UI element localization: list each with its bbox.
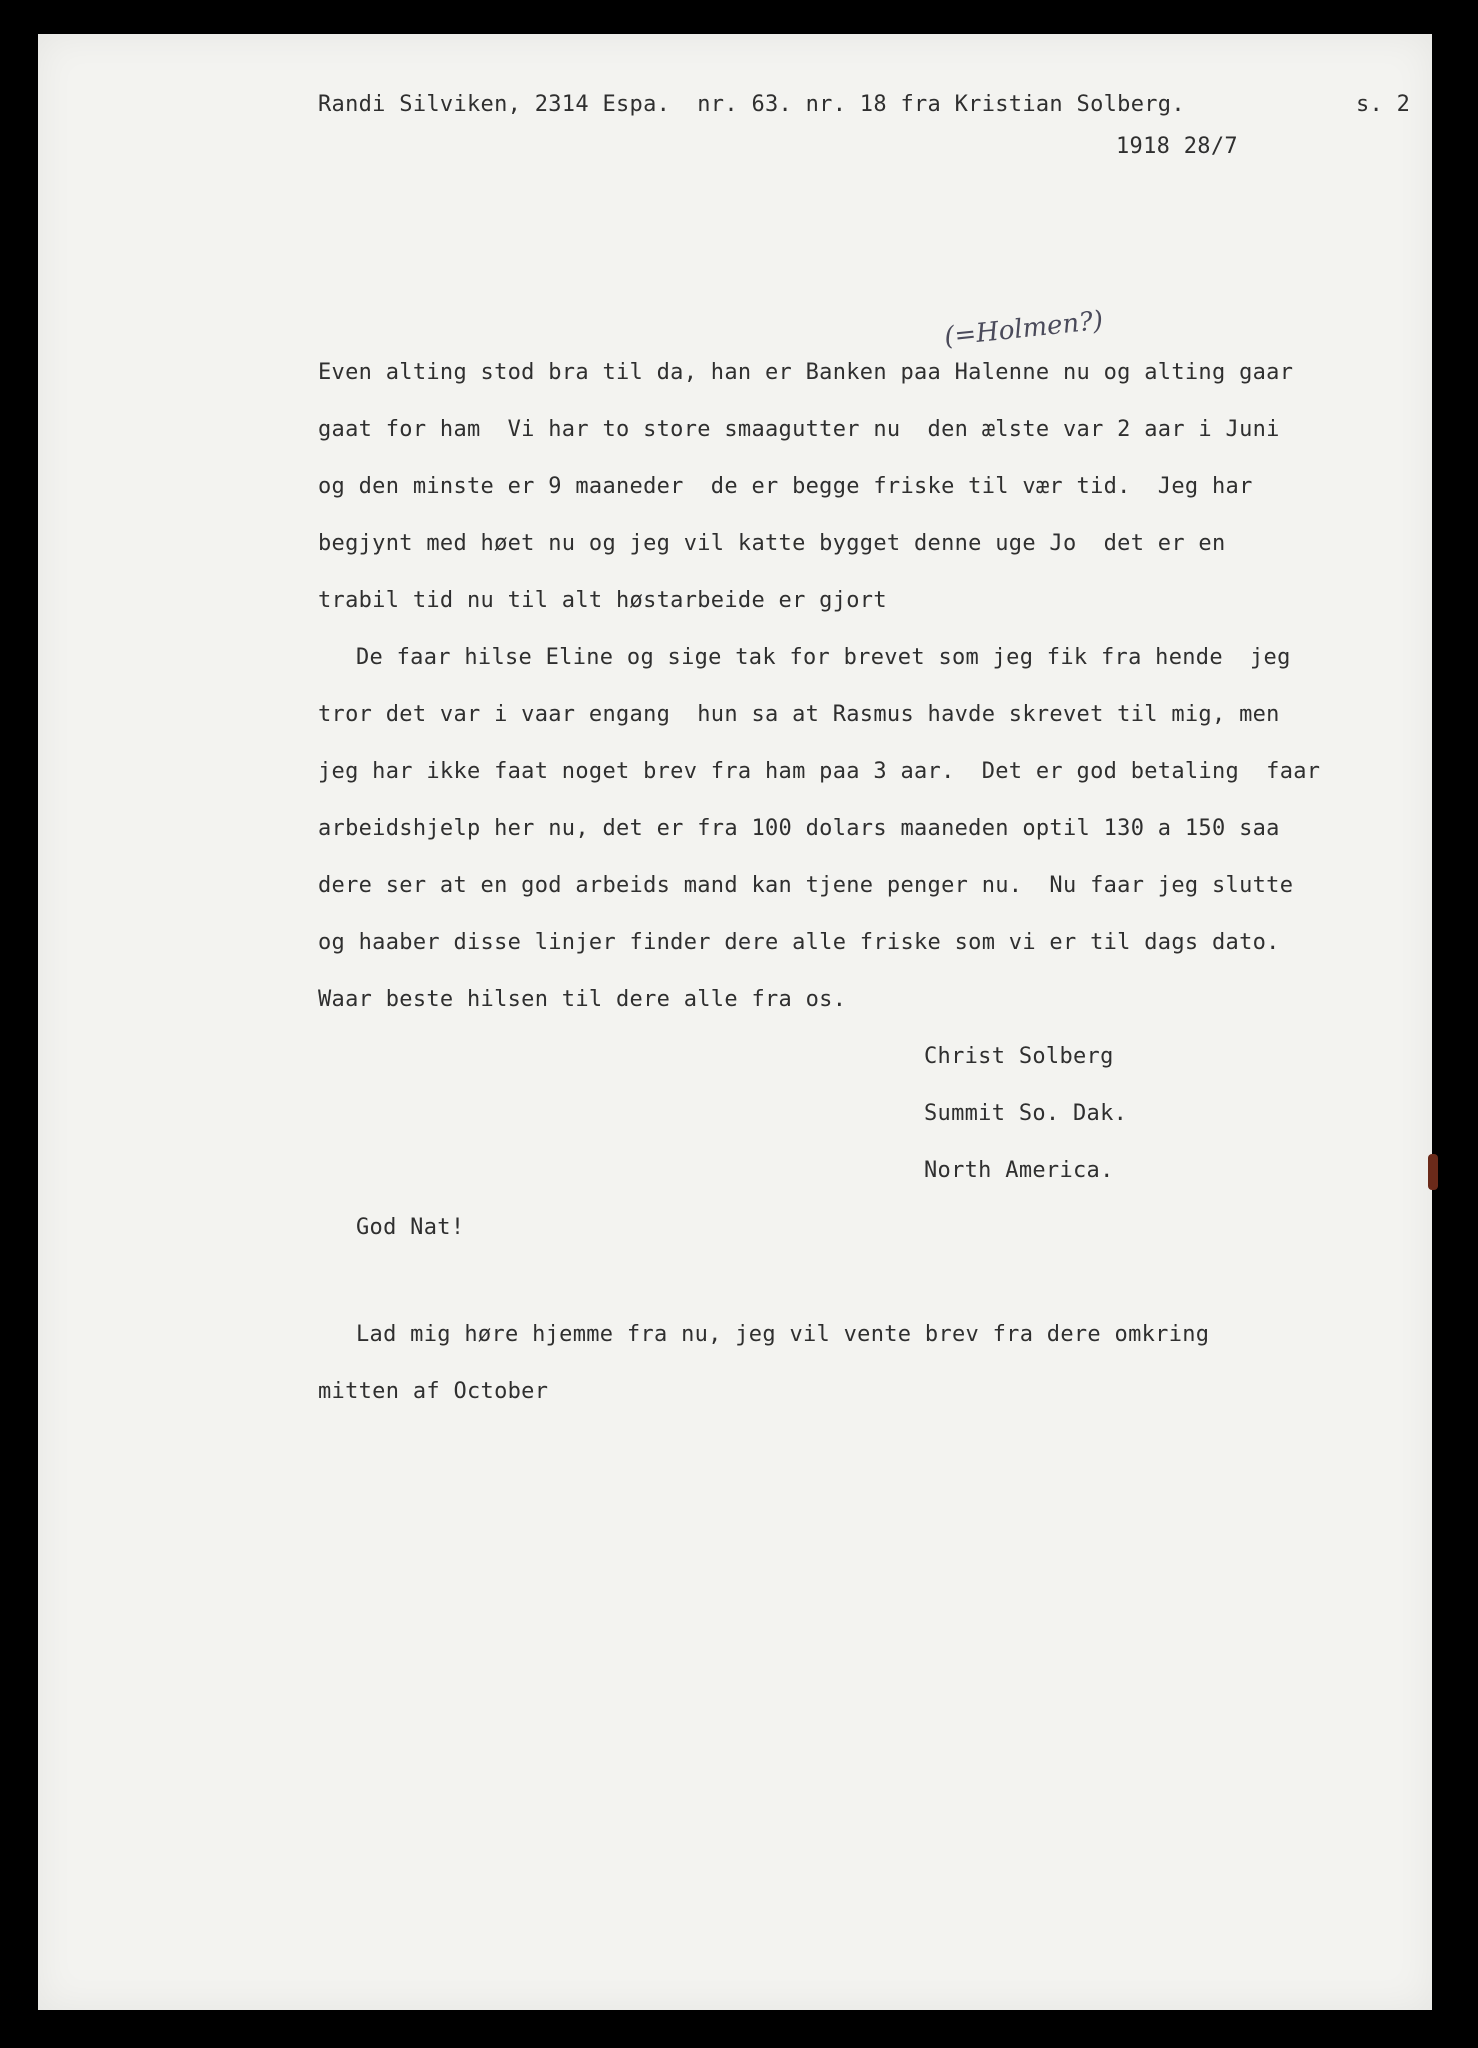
body-line: begjynt med høet nu og jeg vil katte bygget denne uge Jo det er en bbox=[318, 531, 1226, 556]
closing-greeting: God Nat! bbox=[356, 1215, 465, 1240]
body-line: tror det var i vaar engang hun sa at Rasmus havde skrevet til mig, men bbox=[318, 702, 1280, 727]
signature-name: Christ Solberg bbox=[924, 1044, 1114, 1069]
signature-town: Summit So. Dak. bbox=[924, 1101, 1128, 1126]
body-line: dere ser at en god arbeids mand kan tjene penger nu. Nu faar jeg slutte bbox=[318, 873, 1294, 898]
body-line: og haaber disse linjer finder dere alle friske som vi er til dags dato. bbox=[318, 930, 1280, 955]
header-reference: Randi Silviken, 2314 Espa. nr. 63. nr. 18 fra Kristian Solberg. bbox=[318, 92, 1185, 117]
edge-stain bbox=[1428, 1154, 1438, 1190]
handwritten-annotation: (=Holmen?) bbox=[942, 305, 1105, 353]
body-line: Waar beste hilsen til dere alle fra os. bbox=[318, 987, 847, 1012]
letter-page bbox=[38, 34, 1432, 2010]
body-line: jeg har ikke faat noget brev fra ham paa 3 aar. Det er god betaling faar bbox=[318, 759, 1321, 784]
letter-date: 1918 28/7 bbox=[1116, 134, 1238, 159]
body-line: arbeidshjelp her nu, det er fra 100 dolars maaneden optil 130 a 150 saa bbox=[318, 816, 1280, 841]
postscript-line: mitten af October bbox=[318, 1379, 549, 1404]
page-number: s. 2 bbox=[1356, 92, 1411, 117]
body-line: gaat for ham Vi har to store smaagutter nu den ælste var 2 aar i Juni bbox=[318, 417, 1280, 442]
body-line: og den minste er 9 maaneder de er begge friske til vær tid. Jeg har bbox=[318, 474, 1253, 499]
signature-country: North America. bbox=[924, 1158, 1114, 1183]
postscript-line: Lad mig høre hjemme fra nu, jeg vil vente brev fra dere omkring bbox=[356, 1322, 1210, 1347]
body-line: trabil tid nu til alt høstarbeide er gjort bbox=[318, 588, 887, 613]
body-line: De faar hilse Eline og sige tak for brevet som jeg fik fra hende jeg bbox=[356, 645, 1291, 670]
body-line: Even alting stod bra til da, han er Banken paa Halenne nu og alting gaar bbox=[318, 360, 1294, 385]
